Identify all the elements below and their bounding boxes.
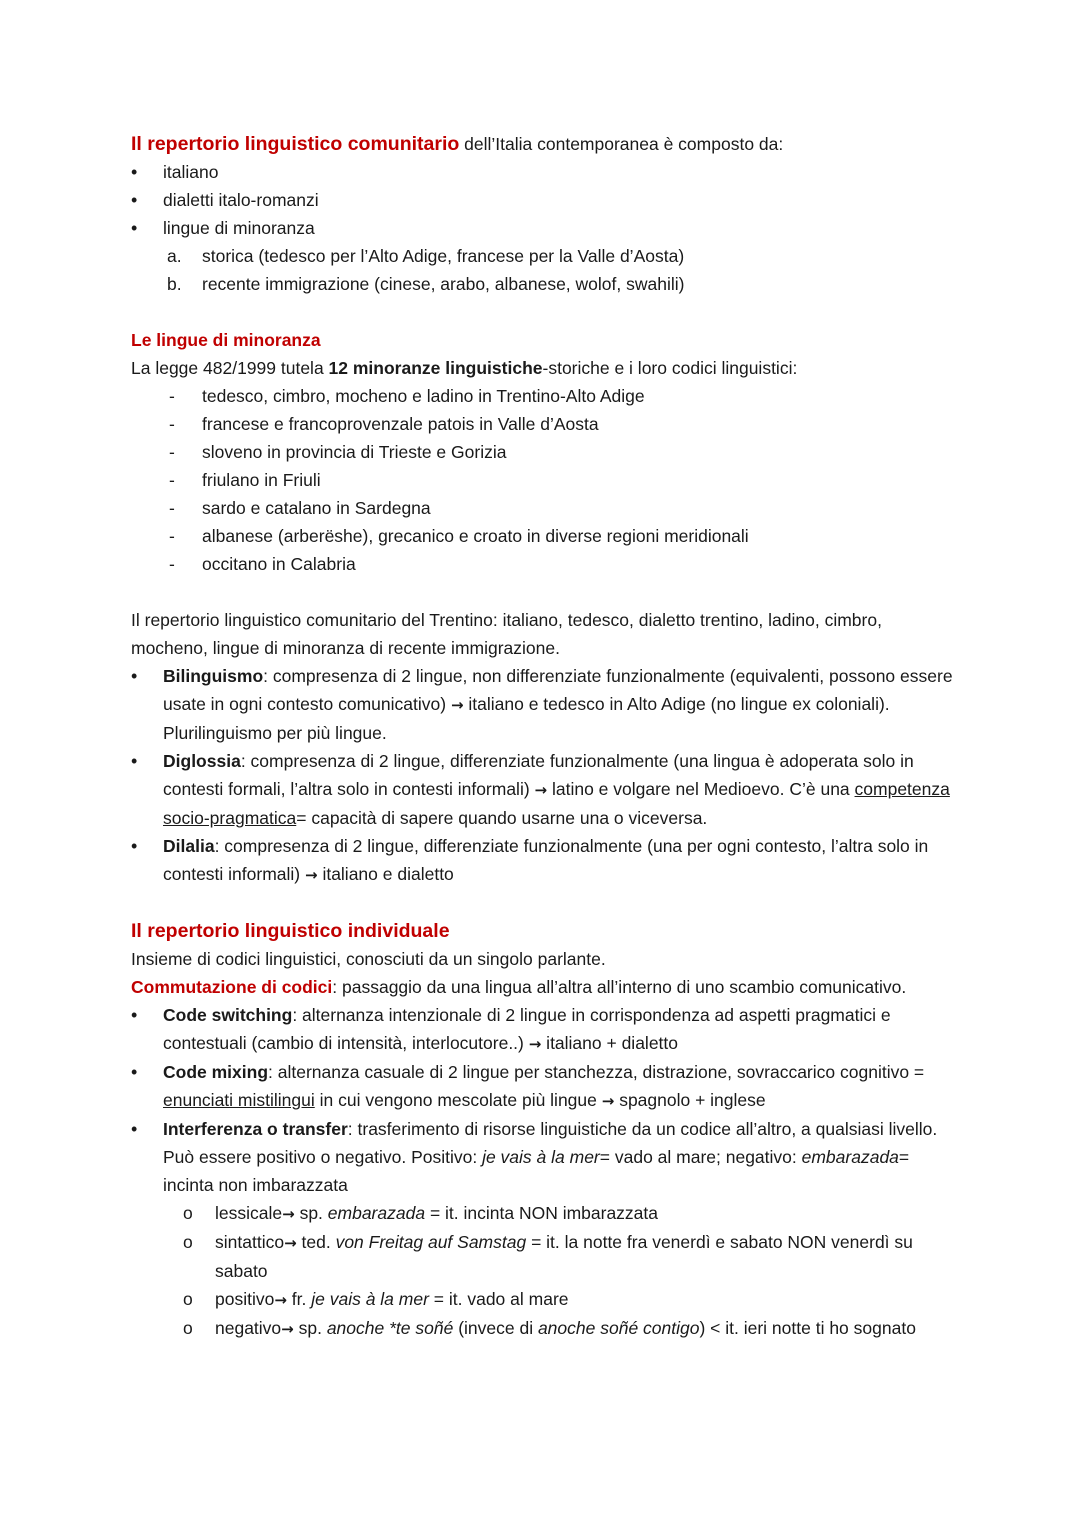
list-item <box>183 1314 961 1343</box>
italic-text: anoche *te soñé <box>326 1318 454 1338</box>
text: : alternanza casuale di 2 lingue per stanchezza, distrazione, sovraccarico cognitivo = <box>268 1062 925 1082</box>
section-individuale-heading <box>131 917 961 945</box>
term: Commutazione di codici <box>131 977 333 997</box>
term: Bilinguismo <box>163 666 264 686</box>
section-title: Le lingue di minoranza <box>131 330 321 350</box>
list-item <box>183 1285 961 1314</box>
text: : passaggio da una lingua all’altra all’interno di uno scambio comunicativo. <box>332 977 907 997</box>
term: Code mixing <box>163 1062 269 1082</box>
section-comunitario-heading <box>131 130 961 158</box>
arrow-right-icon: → <box>534 781 548 799</box>
list-item-bilinguismo <box>131 662 961 747</box>
italic-text: je vais à la mer <box>482 1147 600 1167</box>
text: ted. <box>296 1232 336 1252</box>
label: negativo <box>215 1318 282 1338</box>
italic-text: embarazada <box>327 1203 426 1223</box>
arrow-right-icon: → <box>528 1035 542 1053</box>
list-item: - occitano in Calabria <box>167 550 961 578</box>
italic-text: von Freitag auf Samstag <box>335 1232 527 1252</box>
text: italiano e dialetto <box>317 864 454 884</box>
text: = capacità di sapere quando usarne una o viceversa. <box>296 808 708 828</box>
individuale-definition: Insieme di codici linguistici, conosciuti da un singolo parlante. <box>131 949 606 969</box>
term: Code switching <box>163 1005 293 1025</box>
commutazione-list <box>131 1001 961 1199</box>
heading-rest: dell’Italia contemporanea è composto da: <box>459 134 784 154</box>
list-item-dilalia <box>131 832 961 889</box>
document-content <box>131 130 961 1343</box>
section-title: Il repertorio linguistico individuale <box>131 920 450 942</box>
term: Interferenza o transfer <box>163 1119 348 1139</box>
arrow-right-icon: → <box>274 1291 287 1309</box>
underlined-text: enunciati mistilingui <box>163 1090 315 1110</box>
label: positivo <box>215 1289 275 1309</box>
legge-paragraph <box>131 354 961 382</box>
arrow-right-icon: → <box>601 1092 615 1110</box>
list-marker: b. <box>167 274 182 294</box>
transfer-sublist <box>183 1199 961 1343</box>
term: Dilalia <box>163 836 215 856</box>
italic-text: je vais à la mer <box>311 1289 429 1309</box>
text: = it. la notte fra venerdì e sabato NON venerdì su sabato <box>215 1232 913 1281</box>
list-item-interferenza <box>131 1115 961 1199</box>
section-title: Il repertorio linguistico comunitario <box>131 133 460 155</box>
trentino-paragraph: Il repertorio linguistico comunitario del Trentino: italiano, tedesco, dialetto trentino, ladino, cimbro, mocheno, lingue di minoranza di recente immigrazione. <box>131 610 882 658</box>
list-item: • dialetti italo-romanzi <box>131 186 961 214</box>
list-text: storica (tedesco per l’Alto Adige, francese per la Valle d’Aosta) <box>202 246 685 266</box>
label: lessicale <box>215 1203 283 1223</box>
text: = it. vado al mare <box>428 1289 569 1309</box>
text: : compresenza di 2 lingue, differenziate funzionalmente (una lingua è adoperata solo in contesti formali, l’altra solo in contesti informali) <box>163 751 914 799</box>
list-item: - francese e francoprovenzale patois in Valle d’Aosta <box>167 410 961 438</box>
list-item: - sloveno in provincia di Trieste e Gorizia <box>167 438 961 466</box>
text: : trasferimento di risorse linguistiche da un codice all’altro, a qualsiasi livello. Può essere positivo o negativo. Positivo: <box>163 1119 938 1167</box>
term: Diglossia <box>163 751 241 771</box>
list-item: • italiano <box>131 158 961 186</box>
underlined-text: competenza socio-pragmatica <box>163 779 950 828</box>
text: italiano e tedesco in Alto Adige (no lingue ex coloniali). Plurilinguismo per più lingue. <box>163 694 890 743</box>
text: : compresenza di 2 lingue, non differenziate funzionalmente (equivalenti, possono essere usate in ogni contesto comunicativo) <box>163 666 953 714</box>
italic-text: embarazada <box>801 1147 899 1167</box>
text: (invece di <box>453 1318 538 1338</box>
text: ) < it. ieri notte ti ho sognato <box>699 1318 916 1338</box>
list-item-diglossia <box>131 747 961 832</box>
minoranza-sublist <box>167 242 961 298</box>
list-marker: a. <box>167 246 182 266</box>
list-item: - sardo e catalano in Sardegna <box>167 494 961 522</box>
text: = vado al mare; negativo: <box>599 1147 802 1167</box>
arrow-right-icon: → <box>281 1320 294 1338</box>
text: sp. <box>294 1203 328 1223</box>
text: sp. <box>293 1318 327 1338</box>
text: spagnolo + inglese <box>614 1090 766 1110</box>
commutazione-paragraph <box>131 973 961 1001</box>
text: La legge 482/1999 tutela <box>131 358 329 378</box>
text: : compresenza di 2 lingue, differenziate funzionalmente (una per ogni contesto, l’altra solo in contesti informali) <box>163 836 929 884</box>
repertorio-list <box>131 158 961 242</box>
list-item: • lingue di minoranza <box>131 214 961 242</box>
list-item <box>183 1228 961 1285</box>
list-item: - albanese (arberëshe), grecanico e croato in diverse regioni meridionali <box>167 522 961 550</box>
arrow-right-icon: → <box>282 1205 295 1223</box>
list-item <box>183 1199 961 1228</box>
text: = incinta non imbarazzata <box>163 1147 910 1195</box>
list-item-code-switching <box>131 1001 961 1058</box>
text: in cui vengono mescolate più lingue <box>314 1090 602 1110</box>
list-text: recente immigrazione (cinese, arabo, albanese, wolof, swahili) <box>202 274 685 294</box>
minoranze-list <box>167 382 961 578</box>
text: -storiche e i loro codici linguistici: <box>542 358 798 378</box>
list-item <box>167 270 961 298</box>
italic-text: anoche soñé contigo <box>537 1318 700 1338</box>
bold-text: 12 minoranze linguistiche <box>328 358 543 378</box>
text: fr. <box>286 1289 312 1309</box>
text: = it. incinta NON imbarazzata <box>425 1203 659 1223</box>
list-item: - friulano in Friuli <box>167 466 961 494</box>
label: sintattico <box>215 1232 285 1252</box>
text: : alternanza intenzionale di 2 lingue in corrispondenza ad aspetti pragmatici e contestuali (cambio di intensità, interlocutore..) <box>163 1005 891 1053</box>
section-minoranza-heading <box>131 326 961 354</box>
arrow-right-icon: → <box>305 866 318 884</box>
list-item: - tedesco, cimbro, mocheno e ladino in Trentino-Alto Adige <box>167 382 961 410</box>
definitions-list <box>131 662 961 889</box>
arrow-right-icon: → <box>450 696 464 714</box>
list-item <box>167 242 961 270</box>
text: latino e volgare nel Medioevo. C’è una <box>547 779 855 799</box>
text: italiano + dialetto <box>541 1033 679 1053</box>
list-item-code-mixing <box>131 1058 961 1115</box>
arrow-right-icon: → <box>284 1234 297 1252</box>
